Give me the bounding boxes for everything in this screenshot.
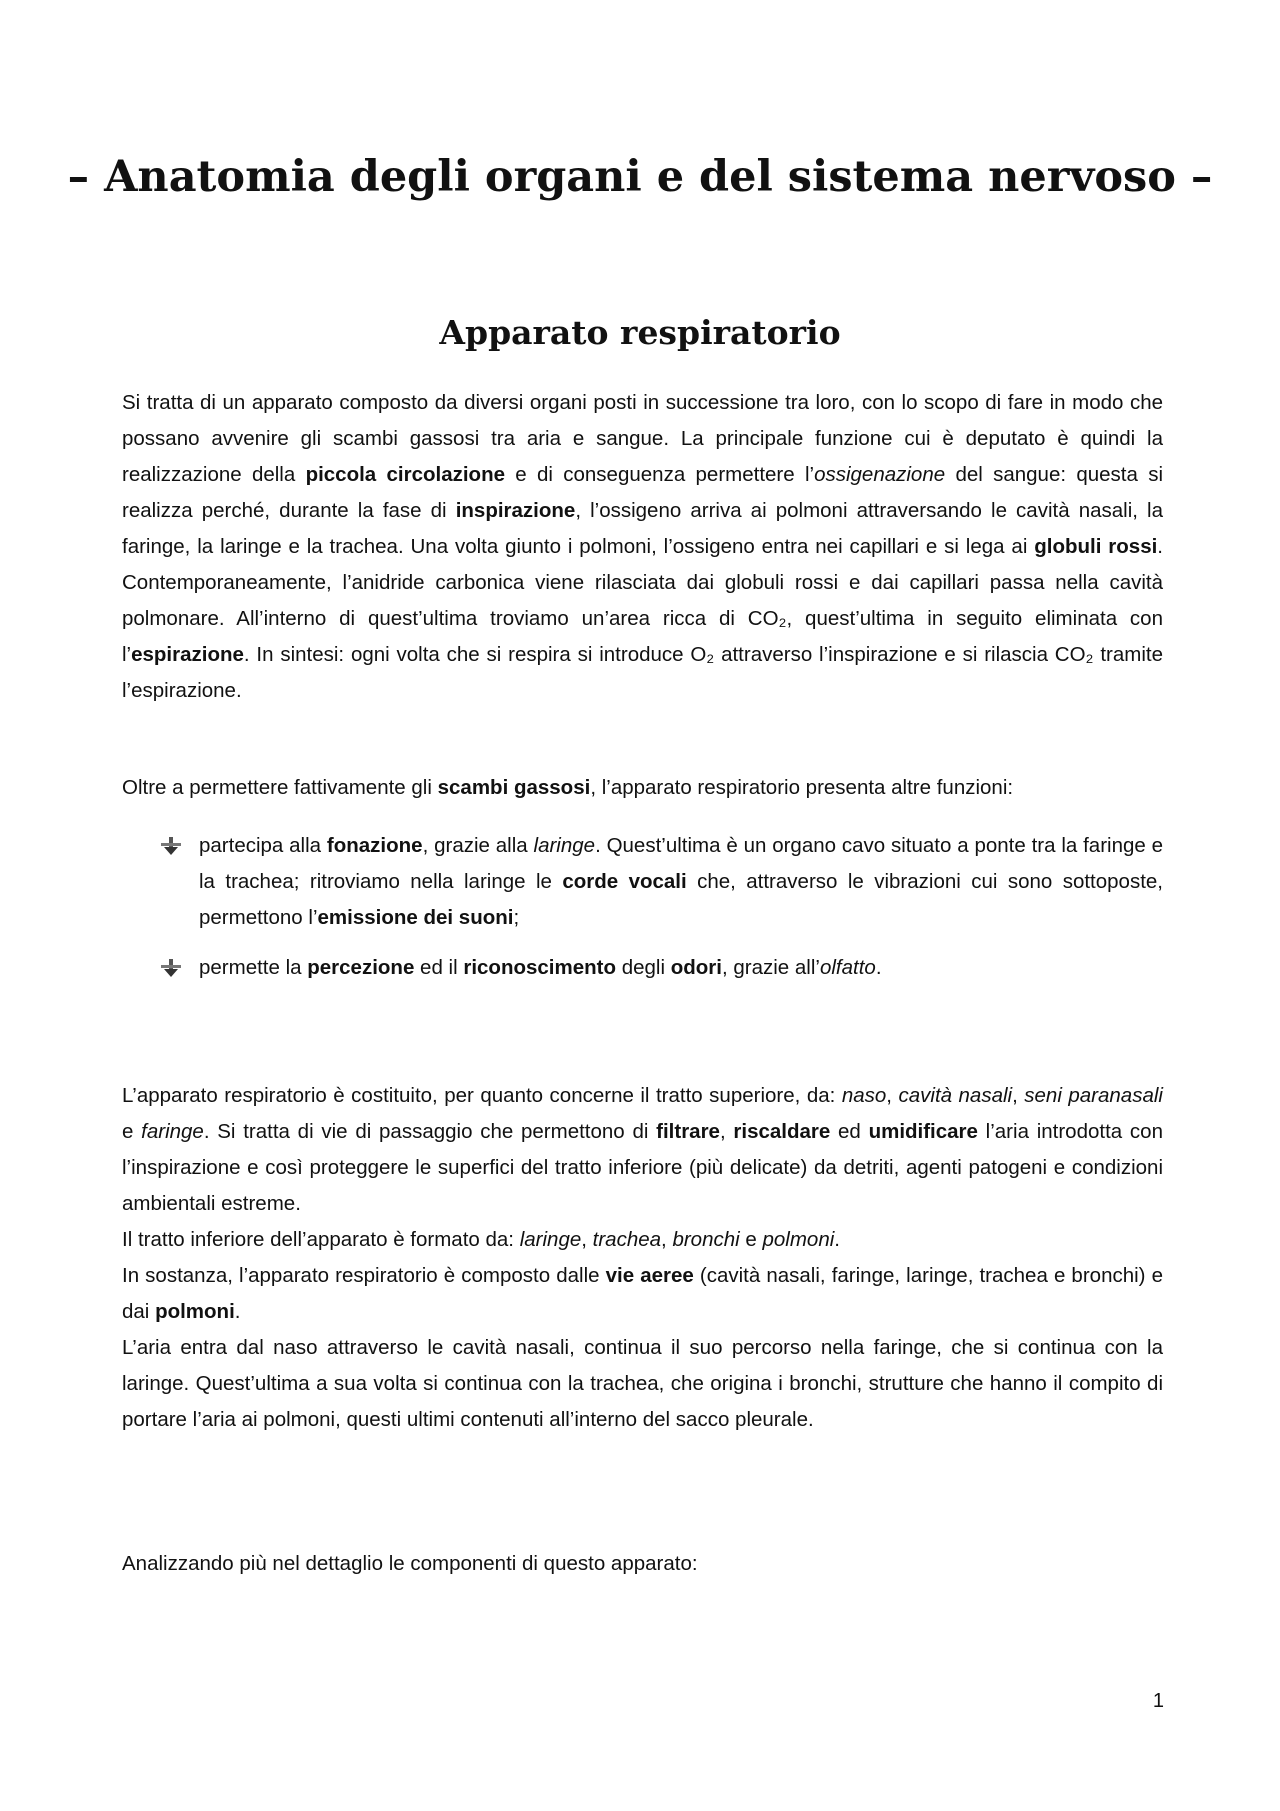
paragraph-details-intro: Analizzando più nel dettaglio le componenti di questo apparato: (122, 1552, 698, 1575)
page-number: 1 (1152, 1690, 1164, 1712)
paragraph-anatomy (122, 1078, 1163, 1438)
paragraph-intro: Si tratta di un apparato composto da diversi organi posti in successione tra loro, con lo scopo di fare in modo che possano avvenire gli scambi gassosi tra aria e sangue. La principale funzione cui è deputato è quindi la realizzazione della piccola circolazione e di conseguenza permettere l’ossigenazione del sangue: questa si realizza perché, durante la fase di inspirazione, l’ossigeno arriva ai polmoni attraversando le cavità nasali, la faringe, la laringe e la trachea. Una volta giunto i polmoni, l’ossigeno entra nei capillari e si lega ai globuli rossi. Contemporaneamente, l’anidride carbonica viene rilasciata dai globuli rossi e dai capillari passa nella cavità polmonare. All’interno di quest’ultima troviamo un’area ricca di CO₂, quest’ultima in seguito eliminata con l’espirazione. In sintesi: ogni volta che si respira si introduce O₂ attraverso l’inspirazione e si rilascia CO₂ tramite l’espirazione. (122, 391, 1164, 702)
down-arrow-bullet-icon (161, 837, 181, 855)
text-line-upper-tract: L’apparato respiratorio è costituito, per quanto concerne il tratto superiore, da: naso, cavità nasali, seni paranasali e faringe. Si tratta di vie di passaggio che permettono di filtrare, riscaldare ed umidificare l’aria introdotta con l’inspirazione e così proteggere le superfici del tratto inferiore (più delicate) da detriti, agenti patogeni e condizioni ambientali estreme. (122, 1084, 1163, 1215)
list-item: partecipa alla fonazione, grazie alla laringe. Quest’ultima è un organo cavo situato a ponte tra la faringe e la trachea; ritroviamo nella laringe le corde vocali che, attraverso le vibrazioni cui sono sottoposte, permettono l’emissione dei suoni; (122, 828, 1163, 936)
text-line-lower-tract: Il tratto inferiore dell’apparato è formato da: laringe, trachea, bronchi e polmoni. (122, 1228, 840, 1251)
list-item: permette la percezione ed il riconoscimento degli odori, grazie all’olfatto. (122, 950, 1163, 986)
down-arrow-bullet-icon (161, 959, 181, 977)
text-line-summary: In sostanza, l’apparato respiratorio è composto dalle vie aeree (cavità nasali, faringe, laringe, trachea e bronchi) e dai polmoni. (122, 1264, 1163, 1323)
text-line-air-path: L’aria entra dal naso attraverso le cavità nasali, continua il suo percorso nella faringe, che si continua con la laringe. Quest’ultima a sua volta si continua con la trachea, che origina i bronchi, strutture che hanno il compito di portare l’aria ai polmoni, questi ultimi contenuti all’interno del sacco pleurale. (122, 1336, 1163, 1431)
section-title: Apparato respiratorio (439, 313, 841, 352)
document-title: – Anatomia degli organi e del sistema nervoso – (67, 152, 1213, 202)
paragraph-functions-intro: Oltre a permettere fattivamente gli scambi gassosi, l’apparato respiratorio presenta altre funzioni: (122, 776, 1014, 799)
functions-list (122, 828, 1163, 986)
